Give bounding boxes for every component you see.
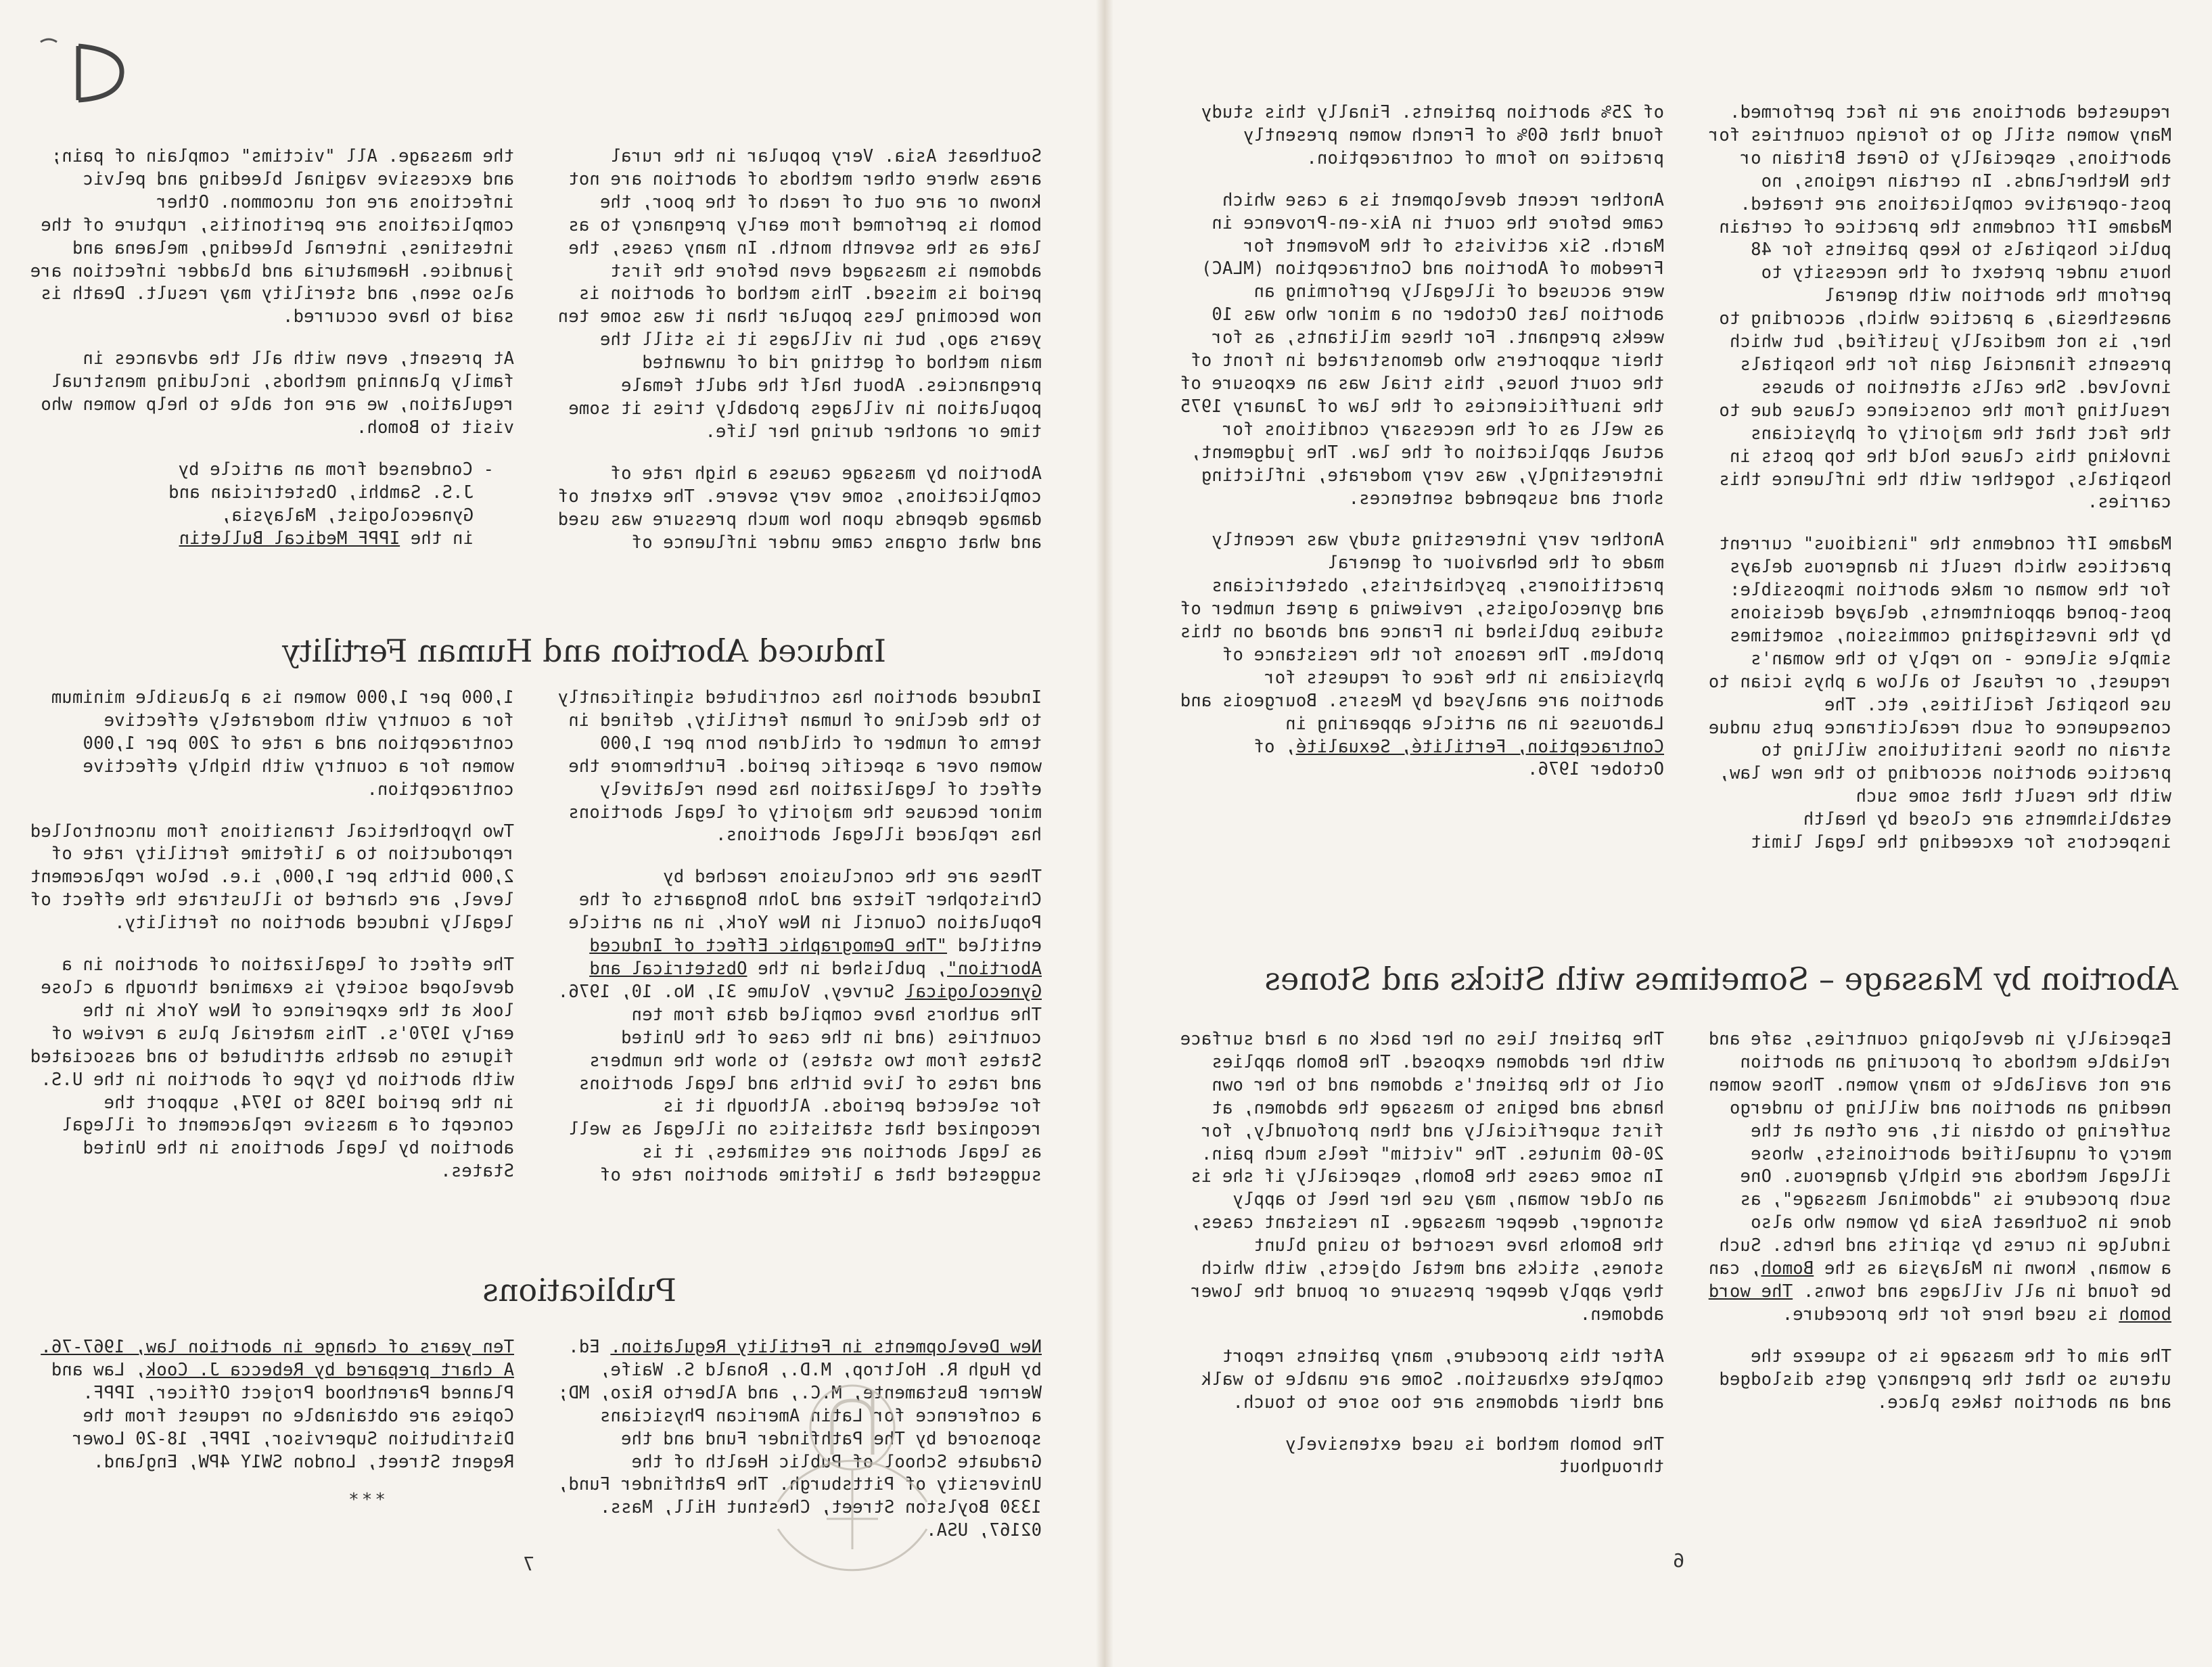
pubB-entry [27, 1336, 514, 1474]
page-number-6: 6 [1673, 1549, 1684, 1572]
p6-col2-para3 [1177, 529, 1664, 781]
p6-col3-para1-mid: , can be found in all villages and towns. [1708, 1258, 2171, 1302]
p7-pubB [27, 1336, 514, 1516]
p6-col2-para3-start: Another very interesting study was recently made of the behaviour of general practitioners, psychiatrists, obstetricians and gynecologists, reviewing a great number of studies published in France and abroad on this problem. The reasons for the resistance of physicians in the face of requests for abortion are analysed by Messrs. Bourgeois and Labrousse in an article appearing in [1180, 530, 1664, 734]
p6-col4 [1177, 1028, 1664, 1498]
p6-col2 [1177, 101, 1664, 800]
heading-abortion-by-massage: Abortion by Massage – Sometimes with Sticks and Stones [1264, 961, 2178, 997]
p6-col4-para1: The patient lies on her back on a hard surface with her abdomen exposed. The Bomoh applies oil to the patient's abdomen and to her own hands and begins to massage the abdomen, at first superficially and then profoundly, for 20-60 minutes. The "victim" feels much pain. In some cases the Bomoh, especially if she is an older woman, may use her heel to apply stronger, deeper massage. In resistant cases, the Bomohs have resorted to using blunt stones, sticks and metal objects, with which they apply deeper pressure or pound the lower abdomen. [1180, 1029, 1664, 1325]
p7-colB-para2: At present, even with all the advances in family planning methods, including menstrual regulation, we are not able to help women who visit to Bomoh. [41, 348, 514, 438]
p7-colC-para2-mid: , published in the [747, 958, 948, 979]
p6-journal-link: Contraception, Fertilité, Sexualité [1295, 736, 1664, 757]
p6-col1-para2: Madame Iff condemns the "insidious" current practices which result in dangerous delays for the woman or make abortion impossible: post-poned appointments, delayed decisions by the investigating commission, sometimes simple silence - no reply to the woman's request, or refusal to allow a phys ician to use hospital facilities, etc. The consequence of such recalcitrance puts undue strain on those institutions willing to practice abortion according to the new law, with the result that some such establishments are closed by health inspectors for exceeding the legal limit [1708, 534, 2171, 853]
pubB-text: , Law and Planned Parenthood Project Officer, IPPF. Copies are obtainable on request from the Distribution Supervisor, IPPF, 18-20 Lower Regent Street, London SW1Y 4PW, England. [51, 1359, 514, 1472]
p7-colC [555, 687, 1042, 1206]
pubA-title: New Developments in Fertility Regulation. [610, 1337, 1042, 1357]
venus-symbol-stamp [764, 1326, 940, 1610]
p6-col3-para2: The aim of the massage is to squeeze the uterus so that the pregnancy gets dislodged and an abortion takes place. [1719, 1346, 2171, 1413]
credit-line-4-text: in the [400, 528, 474, 549]
p7-colD-para1: 1,000 per 1,000 women is a plausible minimum for a country with moderately effective contraception and a rate of 200 per 1,000 women for a country with highly effective contraception. [51, 687, 514, 800]
p7-colC-para2-start: These are the conclusions reached by Christopher Tietze and John Bongaarts of the Population Council in New York, in an article entitled [568, 867, 1042, 957]
credit-line-3: Gynaecologist, Malaysia, [221, 505, 474, 526]
p6-col1 [1705, 101, 2171, 873]
p6-col2-para2: Another recent development is a case which came before the court in Aix-en-Provence in March. Six activists of the Movement for Freedom of Abortion and Contraception (MLAC) were accused of illegally performing an abortion last October on a minor who was 10 weeks pregnant. For these militants, as for their supporters who demonstrated in front of the court house, this trial was an exposure of the insufficiencies of the law of January 1975 as well as of the necessary conditions for actual application of the law. The judgement, interestingly, was very moderate, inflicting short and suspended sentences. [1180, 189, 1664, 509]
p7-colC-para2 [555, 866, 1042, 1187]
p6-col3-para1 [1705, 1028, 2171, 1327]
page-number-7: 7 [523, 1553, 534, 1575]
p7-colB [27, 145, 514, 551]
p6-col2-para3-end: , of October 1976. [1253, 736, 1664, 780]
credit-line-1: - Condensed from an article by [178, 459, 494, 480]
p6-col3-para1-start: Especially in developing countries, safe and reliable methods of procuring an abortion are not available to many women. Those women needing an abortion and willing to undergo suffering to obtain it, are often at the mercy of unqualified abortionists, whose illegal methods are highly dangerous. One such procedure is "abdominal massage", as done in Southeast Asia by women who also indulge in cures by spirits and herbs. Such a woman, known in Malaysia as the [1708, 1029, 2171, 1279]
p7-colD-para3: The effect of legalization of abortion in a developed society is examined through a close look at the experience of New York in the early 1970's. This material plus a review of figures on deaths attributed to and associated with abortion by type of abortion in the U.S. in the period 1958 to 1974, support the concept of a massive replacement of illegal abortion by legal abortions in the United States. [30, 955, 514, 1182]
credit-block [27, 459, 514, 551]
p6-col4-para2: After this procedure, many patients report complete exhaustion. Some are unable to walk and their abdomens are too sore to touch. [1201, 1346, 1664, 1413]
pubA-text: Ed. by Hugh R. Holtrop, M.D., Ronald S. Waife, Werner Bustamente, M.C., and Alberto Rizo, MD; a conference for Latin American Physicians sponsored by The Pathfinder Fund and the Graduate School of Public Health of the University of Pittsburgh. The Pathfinder Fund, 1330 Boylston Street, Chestnut Hill, Mass. 02167, USA. [557, 1337, 1042, 1541]
credit-line-2: J.S. Sambhi, Obstetrician and [168, 482, 474, 503]
section-end-stars: *** [346, 1490, 386, 1511]
bomoh-term: Bomoh [1761, 1258, 1814, 1279]
heading-induced-abortion: Induced Abortion and Human Fertility [281, 633, 886, 669]
p7-colA-para2: Abortion by massage causes a high rate of complications, some very severe. The extent of damage depends upon how much pressure was used and what organs came under influence of [557, 463, 1042, 553]
pubB-title: Ten years of change in abortion law, 1967-76. [41, 1337, 514, 1357]
p7-colB-para1: the massage. All "victims" complain of pain; and excessive vaginal bleeding and pelvic infections are not uncommon. Other complications are peritonitis, rupture of the intestines, internal bleeding, melaena and jaundice. Haematuria and bladder infection are also seen, and sterility may result. Death is said to have occurred. [30, 146, 514, 327]
p6-col4-para3: The bomoh method is used extensively throughout [1285, 1434, 1664, 1478]
word-bomoh-term: The word bomoh [1708, 1281, 2171, 1325]
credit-line-4 [27, 528, 494, 551]
heading-publications: Publications [482, 1272, 676, 1308]
p7-colC-para1: Induced abortion has contributed significantly to the decline of human fertility, defined in terms of number of children born per 1,000 women over a specific period. Furthermore the effect of legalization has been relatively minor because the majority of legal abortions has replaced illegal abortions. [557, 687, 1042, 846]
ippf-bulletin-link: IPPF Medical Bulletin [179, 528, 400, 549]
p7-colC-para2-end: Survey, Volume 31, No. 10, 1976. The authors have compiled data from ten countries (and in the case of the United States from two states) to show the numbers and rates of live births and legal abortions for selected periods. Although it is recognized that statistics on illegal as well as legal abortion are estimates, it is suggested that a lifetime abortion rate of [557, 981, 1042, 1186]
p6-col1-para1: requested abortions are in fact performed. Many women still go to foreign countries for abortions, especially to Great Britain or the Netherlands. In certain regions, no post-operative complications are treated. Madame Iff condemns the practice of certain public hospitals to keep patients for 48 hours under pretext of the necessity to perform the abortion with general anaesthesia, a practice which, according to her, is not medically justified, but which presents financial gain for the hospitals involved. She calls attention to abuses resulting from the conscience clause due to the fact that the majority of physicians invoking this clause hold the top posts in hospitals, together with the influence this carries. [1708, 102, 2171, 513]
p7-colA-para1: Southeast Asia. Very popular in the rural areas where other methods of abortion are not known or are out of reach of the poor, the bomoh is performed from early pregnancy to as late as the seventh month. In many cases, the abdomen is massaged even before the first period is missed. This method of abortion is now becoming less popular than it was some ten years ago, but in villages it is still the main method of getting rid of unwanted pregnancies. About half the adult female population in villages probably tries it some time or another during her life. [557, 146, 1042, 442]
p6-col3-para1-end: is used here for the procedure. [1782, 1304, 2119, 1325]
p7-colD-para2: Two hypothetical transitions from uncontrolled reproduction to a lifetime fertility rate of 2,000 births per 1,000, i.e. below replacement level, are charted to illustrate the effect of legally induced abortion on fertility. [30, 821, 514, 934]
p7-colD [27, 687, 514, 1202]
p6-col2-para1: of 25% abortion patients. Finally this study found that 60% of French women presently practice no form of contraception. [1201, 102, 1664, 168]
pubB-chart-credit: A chart prepared by Rebecca J. Cook [145, 1359, 514, 1380]
p7-colA [555, 145, 1042, 573]
journal-title: Obstetrical and Gynecological [589, 958, 1042, 1002]
p6-col3 [1705, 1028, 2171, 1434]
article-title-link: "The Demographic Effect of Induced Abortion" [589, 936, 1042, 979]
